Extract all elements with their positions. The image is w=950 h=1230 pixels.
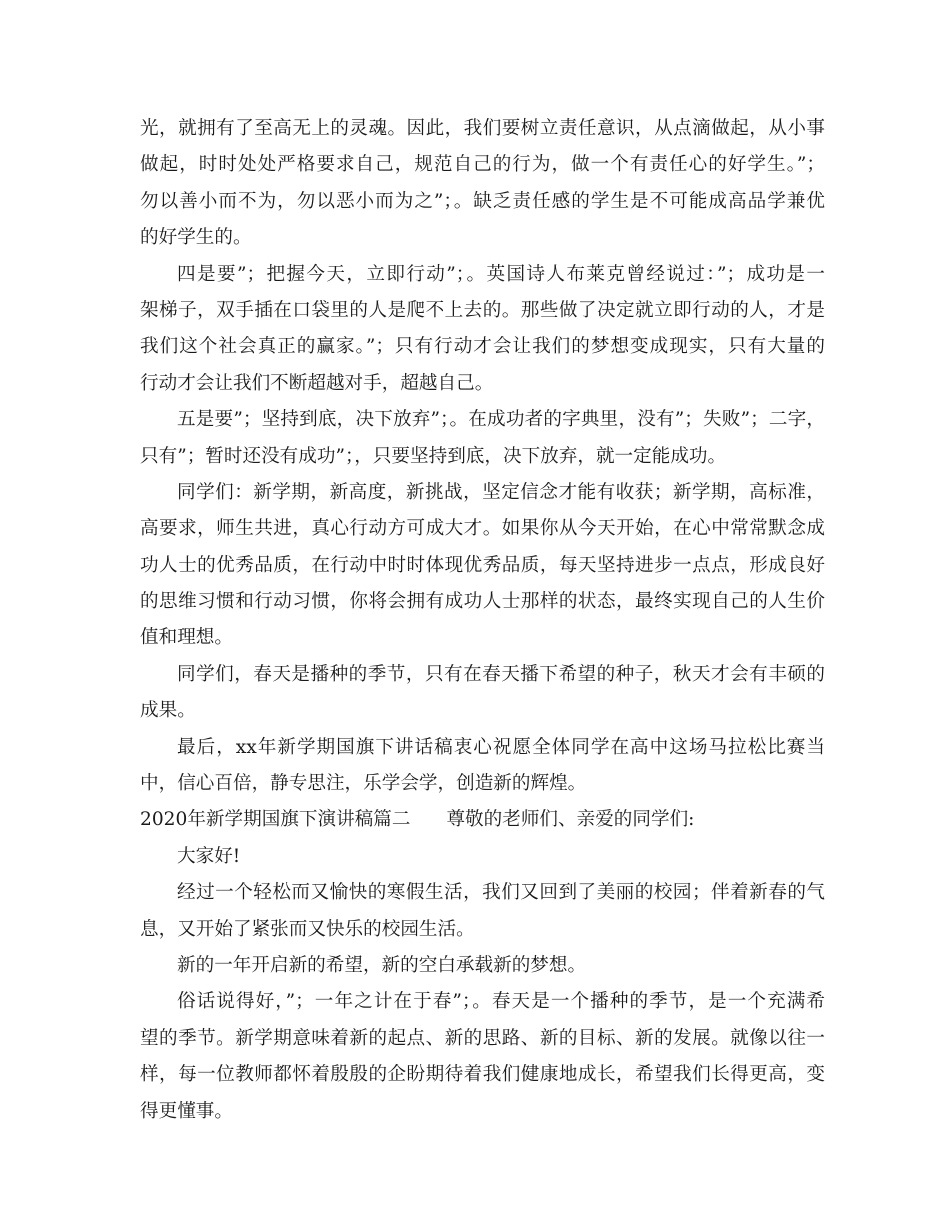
salutation: 尊敬的老师们、亲爱的同学们: [446, 809, 695, 831]
text-line: 得更懂事。 [140, 1100, 233, 1122]
text-line: 成果。 [140, 700, 196, 722]
text-line: 只有”；暂时还没有成功”；，只要坚持到底，决下放弃，就一定能成功。 [140, 445, 727, 467]
text-line: 光，就拥有了至高无上的灵魂。因此，我们要树立责任意识，从点滴做起，从小事 [140, 118, 825, 139]
text-line: 的好学生的。 [140, 227, 252, 249]
text-line: 我们这个社会真正的赢家。”；只有行动才会让我们的梦想变成现实，只有大量的 [140, 336, 825, 358]
text-line: 经过一个轻松而又愉快的寒假生活，我们又回到了美丽的校园；伴着新春的气 [177, 882, 825, 904]
text-line: 行动才会让我们不断超越对手，超越自己。 [140, 372, 494, 394]
text-line: 的思维习惯和行动习惯，你将会拥有成功人士那样的状态，最终实现自己的人生价 [140, 591, 825, 613]
text-line: 新的一年开启新的希望，新的空白承载新的梦想。 [177, 954, 587, 976]
section-title: 2020年新学期国旗下演讲稿篇二 [140, 809, 411, 831]
text-line: 同学们：新学期，新高度，新挑战，坚定信念才能有收获；新学期，高标准， [177, 481, 825, 503]
text-line: 做起，时时处处严格要求自己，规范自己的行为，做一个有责任心的好学生。”； [140, 154, 825, 176]
speech-part-two [140, 839, 825, 1130]
text-line: 勿以善小而不为，勿以恶小而为之”；。缺乏责任感的学生是不可能成高品学兼优 [140, 190, 825, 212]
text-line: 架梯子，双手插在口袋里的人是爬不上去的。那些做了决定就立即行动的人，才是 [140, 299, 825, 321]
document-body [140, 111, 825, 1130]
text-line: 最后，xx年新学期国旗下讲话稿衷心祝愿全体同学在高中这场马拉松比赛当 [177, 736, 825, 758]
text-line: 样，每一位教师都怀着殷殷的企盼期待着我们健康地成长，希望我们长得更高，变 [140, 1064, 825, 1086]
text-line: 中，信心百倍，静专思注，乐学会学，创造新的辉煌。 [140, 773, 587, 795]
text-line: 同学们，春天是播种的季节，只有在春天播下希望的种子，秋天才会有丰硕的 [177, 663, 825, 685]
text-line: 五是要”；坚持到底，决下放弃”；。在成功者的字典里，没有”；失败”；二字， [177, 409, 825, 431]
text-line: 功人士的优秀品质，在行动中时时体现优秀品质，每天坚持进步一点点，形成良好 [140, 554, 825, 576]
text-line: 息，又开始了紧张而又快乐的校园生活。 [140, 918, 475, 940]
text-line: 大家好! [177, 845, 241, 867]
speech-part-one [140, 111, 825, 802]
text-line: 高要求，师生共进，真心行动方可成大才。如果你从今天开始，在心中常常默念成 [140, 518, 825, 540]
text-line: 值和理想。 [140, 627, 233, 649]
section-heading-line [140, 802, 825, 838]
text-line: 四是要”；把握今天，立即行动”；。英国诗人布莱克曾经说过：”；成功是一 [177, 263, 825, 285]
text-line: 俗话说得好，”；一年之计在于春”；。春天是一个播种的季节，是一个充满希 [177, 991, 825, 1013]
text-line: 望的季节。新学期意味着新的起点、新的思路、新的目标、新的发展。就像以往一 [140, 1027, 825, 1049]
